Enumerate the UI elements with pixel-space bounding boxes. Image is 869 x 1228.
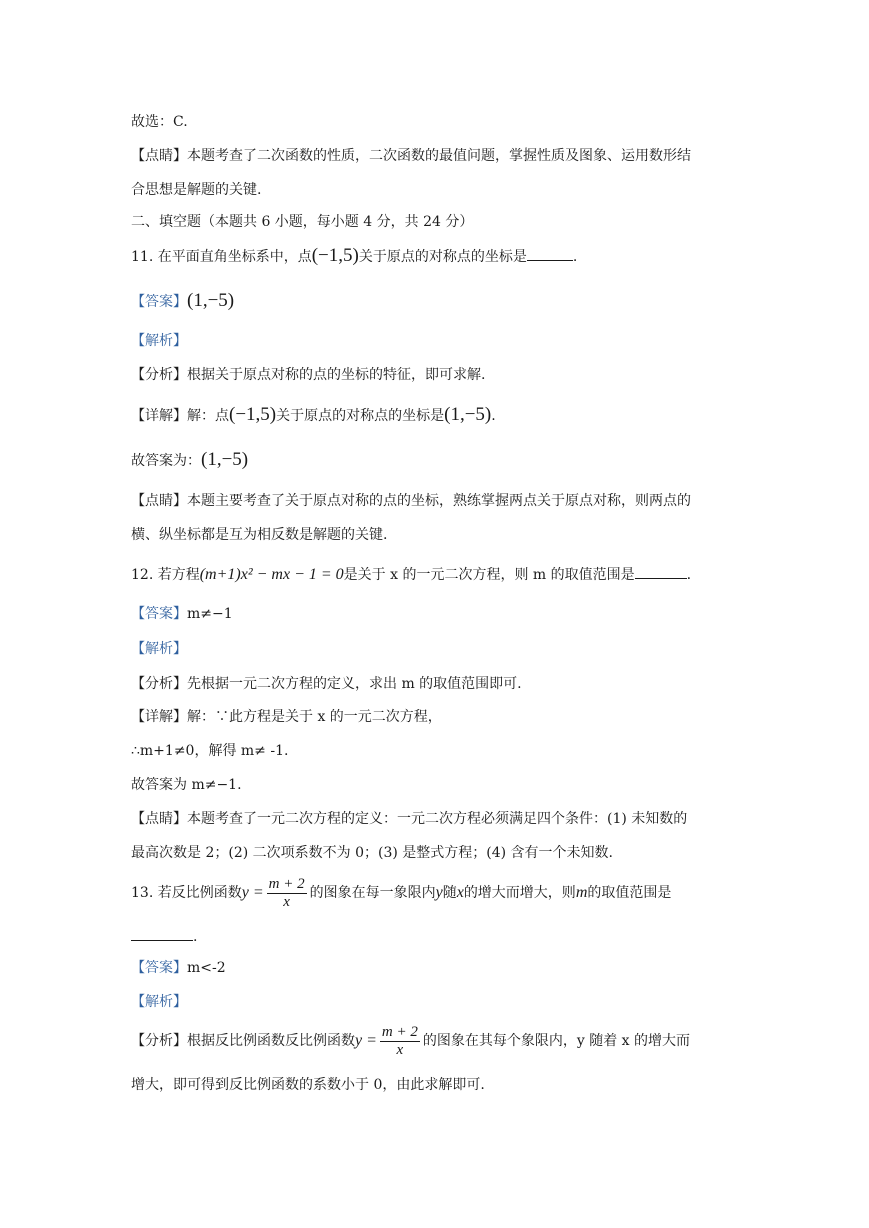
- answer-line: 【答案】m≠−1: [131, 606, 233, 622]
- remark-text: 【点睛】本题考查了二次函数的性质，二次函数的最值问题，掌握性质及图象、运用数形结: [131, 148, 691, 164]
- text-line: 【点睛】本题考查了一元二次方程的定义：一元二次方程必须满足四个条件：(1) 未知数的: [131, 811, 688, 827]
- xiangjie-tag: 【详解】: [131, 408, 187, 424]
- math-fraction: $\frac{m + 2}{x}$: [381, 1023, 418, 1058]
- analysis-tag: 【解析】: [131, 641, 187, 657]
- text-line: [131, 112, 188, 132]
- answer-blank: [527, 248, 573, 261]
- answer-tag: 【答案】: [131, 294, 187, 310]
- text-line: [131, 180, 261, 200]
- text-line: 【详解】解：∵此方程是关于 x 的一元二次方程，: [131, 709, 442, 725]
- text-line: 增大，即可得到反比例函数的系数小于 0，由此求解即可.: [131, 1077, 485, 1093]
- text-line: 故答案为：(1,−5): [131, 449, 249, 470]
- text-line: ∴m+1≠0，解得 m≠ -1.: [131, 743, 289, 759]
- answer-line: [131, 291, 234, 312]
- text-line: 最高次数是 2；(2) 二次项系数不为 0；(3) 是整式方程；(4) 含有一个未知数.: [131, 845, 614, 861]
- text-line: .: [131, 927, 197, 947]
- math-fraction: $\frac{m + 2}{x}$: [268, 875, 305, 910]
- text-line: 【分析】根据关于原点对称的点的坐标的特征，即可求解.: [131, 367, 486, 383]
- answer-blank: [131, 928, 193, 941]
- text-line: 故答案为 m≠−1.: [131, 777, 242, 793]
- text-line: 【分析】根据反比例函数反比例函数y = $\frac{m + 2}{x}$ 的图象在其每个象限内，y 随着 x 的增大而: [131, 1023, 691, 1058]
- question-11: 11. 在平面直角坐标系中，点(−1,5)关于原点的对称点的坐标是 .: [131, 245, 578, 266]
- text-line: [131, 146, 691, 166]
- text-line: 横、纵坐标都是互为相反数是解题的关键.: [131, 527, 388, 543]
- answer-line: 【答案】m<-2: [131, 960, 226, 976]
- section-heading: 二、填空题（本题共 6 小题，每小题 4 分，共 24 分）: [131, 214, 474, 230]
- question-12: 12. 若方程(m+1)x² − mx − 1 = 0是关于 x 的一元二次方程，则 m 的取值范围是 .: [131, 566, 692, 583]
- fenxi-tag: 【分析】: [131, 367, 187, 383]
- math-point: (−1,5): [311, 245, 359, 266]
- text-line: 【详解】解：点(−1,5)关于原点的对称点的坐标是(1,−5).: [131, 404, 496, 425]
- text-line: 【点睛】本题主要考查了关于原点对称的点的坐标，熟练掌握两点关于原点对称，则两点的: [131, 493, 691, 509]
- math-equation: (m+1)x² − mx − 1 = 0: [199, 566, 344, 583]
- remark-text: 合思想是解题的关键.: [131, 182, 262, 198]
- question-13: 13. 若反比例函数y = $\frac{m + 2}{x}$ 的图象在每一象限内y随x的增大而增大，则m的取值范围是: [131, 875, 672, 910]
- text-line: 【分析】先根据一元二次方程的定义，求出 m 的取值范围即可.: [131, 676, 522, 692]
- analysis-tag: 【解析】: [131, 994, 187, 1010]
- dianjing-tag: 【点睛】: [131, 493, 187, 509]
- answer-choice: 故选：C.: [131, 114, 188, 130]
- answer-blank: [635, 566, 687, 579]
- analysis-tag: 【解析】: [131, 333, 187, 349]
- math-answer: (1,−5): [187, 290, 235, 311]
